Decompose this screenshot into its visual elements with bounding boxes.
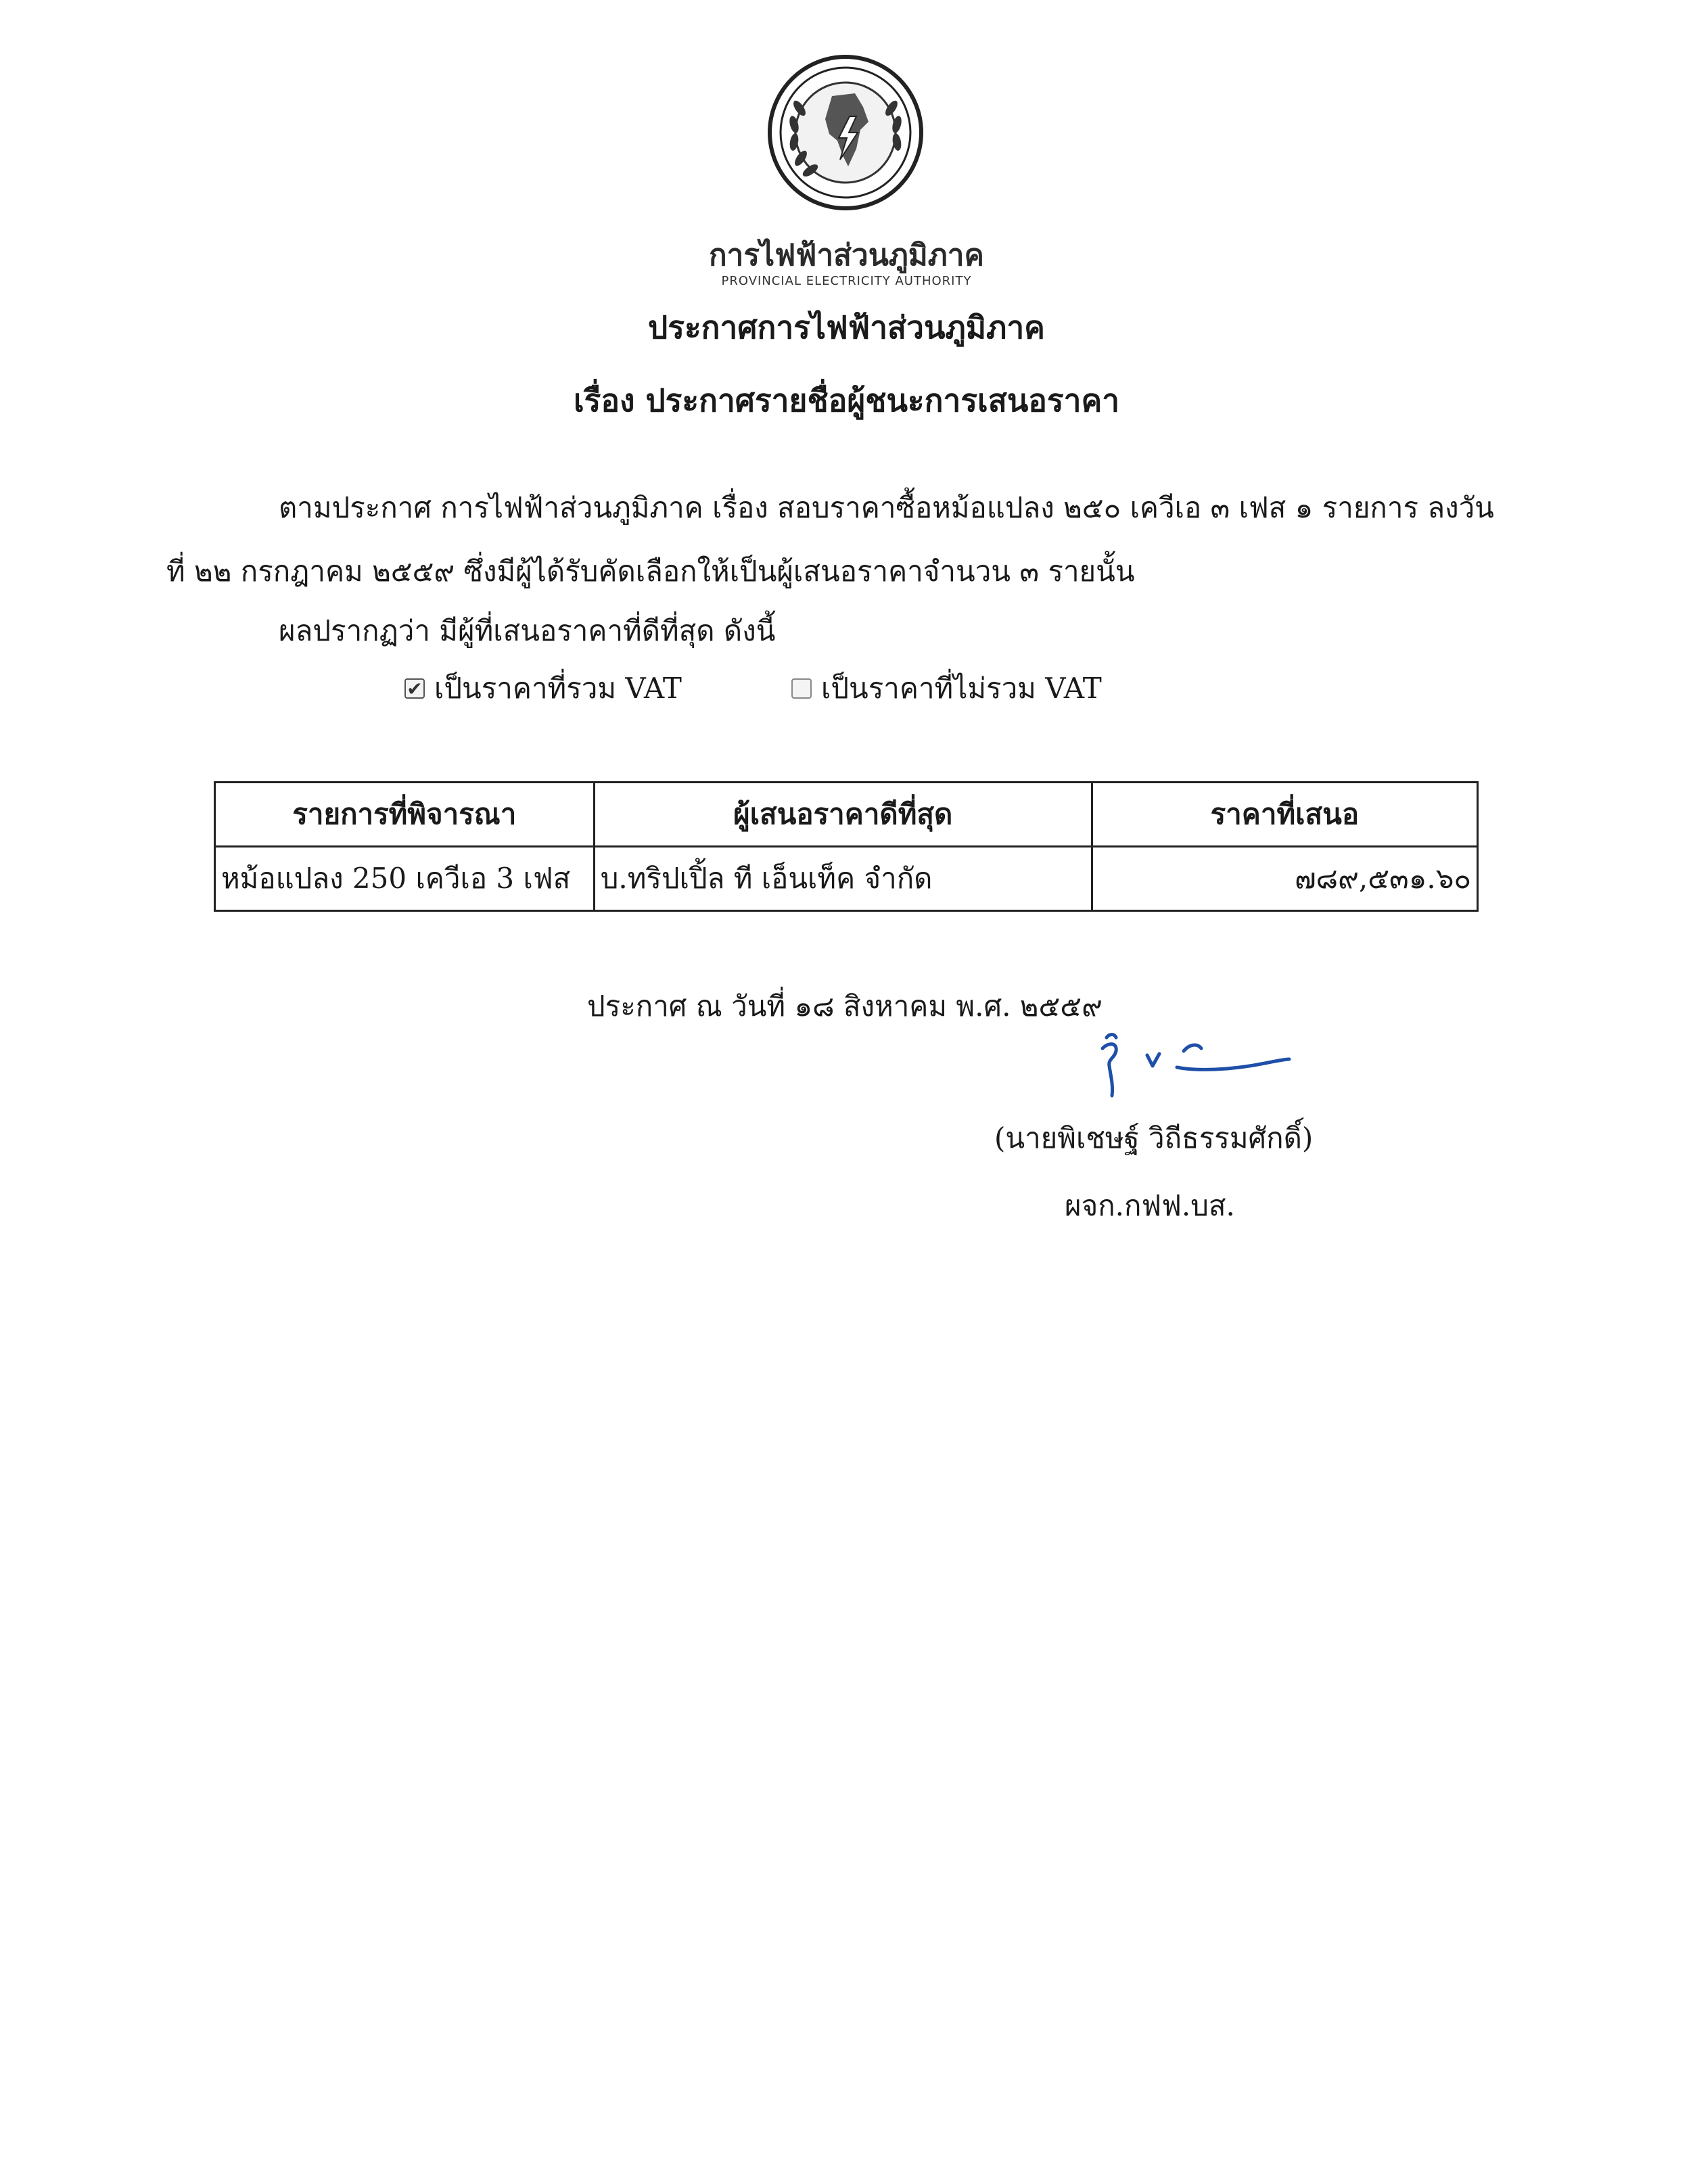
pea-logo-seal [767,54,924,211]
unchecked-checkbox-icon[interactable] [791,678,812,699]
table-header-row [215,783,1478,847]
cell-price: ๗๘๙,๕๓๑.๖๐ [1092,847,1477,911]
org-name-english: PROVINCIAL ELECTRICITY AUTHORITY [721,274,972,288]
cell-bidder: บ.ทริปเปิ้ล ที เอ็นเท็ค จำกัด [594,847,1092,911]
vat-excluded-option[interactable] [791,666,1102,711]
signer-name: (นายพิเชษฐ์ วิถีธรรมศักดิ์) [994,1121,1314,1155]
header-item: รายการที่พิจารณา [215,783,595,847]
vat-included-option[interactable] [404,666,682,711]
checked-checkbox-icon[interactable]: ✔ [404,678,425,699]
body-paragraph-1: ตามประกาศ การไฟฟ้าส่วนภูมิภาค เรื่อง สอบราคาซื้อหม้อแปลง ๒๕๐ เควีเอ ๓ เฟส ๑ รายการ ลงวัน [279,491,1494,524]
announcement-subject: เรื่อง ประกาศรายชื่อผู้ชนะการเสนอราคา [573,382,1120,419]
vat-included-label: เป็นราคาที่รวม VAT [434,672,682,705]
vat-excluded-label: เป็นราคาที่ไม่รวม VAT [821,672,1102,705]
signer-position: ผจก.กฟฟ.บส. [1065,1189,1235,1222]
body-paragraph-2: ที่ ๒๒ กรกฎาคม ๒๕๕๙ ซึ่งมีผู้ได้รับคัดเลือกให้เป็นผู้เสนอราคาจำนวน ๓ รายนั้น [166,555,1135,588]
header-offered-price: ราคาที่เสนอ [1092,783,1477,847]
announcement-title: ประกาศการไฟฟ้าส่วนภูมิภาค [648,309,1045,346]
body-paragraph-3: ผลปรากฏว่า มีผู้ที่เสนอราคาที่ดีที่สุด ดังนี้ [279,614,776,647]
handwritten-signature [1082,1028,1299,1102]
table-row [215,847,1478,911]
org-name-thai: การไฟฟ้าส่วนภูมิภาค [709,238,984,273]
winner-table [214,781,1479,912]
header-best-bidder: ผู้เสนอราคาดีที่สุด [594,783,1092,847]
cell-item: หม้อแปลง 250 เควีเอ 3 เฟส [215,847,595,911]
announcement-date: ประกาศ ณ วันที่ ๑๘ สิงหาคม พ.ศ. ๒๕๕๙ [587,990,1103,1023]
